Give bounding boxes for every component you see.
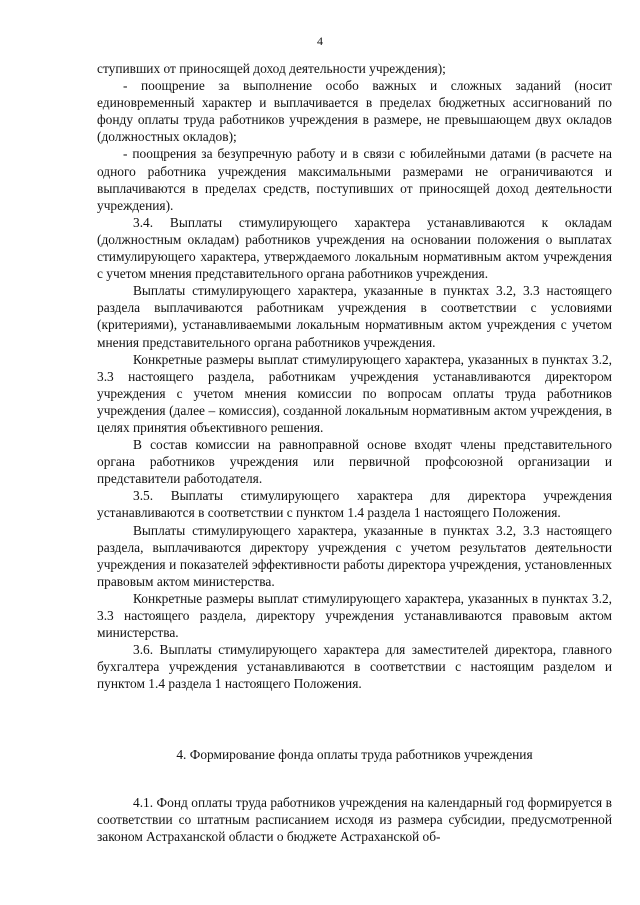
paragraph-3-6: 3.6. Выплаты стимулирующего характера для заместителей директора, главного бухгалтера учреждения устанавливаются в соответствии с настоящим разделом и пунктом 1.4 раздела 1 настоящего Положения. <box>97 642 612 692</box>
paragraph-3-5: 3.5. Выплаты стимулирующего характера для директора учреждения устанавливаются в соответствии с пунктом 1.4 раздела 1 настоящего Положения. <box>97 488 612 521</box>
paragraph-bonus-important-tasks: - поощрение за выполнение особо важных и сложных заданий (носит единовременный характер и выплачивается в пределах бюджетных ассигнований по фонду оплаты труда работников учреждения в размере, не превышающем двух окладов (должностных окладов); <box>97 78 612 145</box>
paragraph-4-1: 4.1. Фонд оплаты труда работников учреждения на календарный год формируется в соответствии со штатным расписанием исходя из размера субсидии, предусмотренной законом Астраханской области о бюджете Астраханской об- <box>97 795 612 845</box>
section-3-text <box>97 60 612 692</box>
paragraph-commission: В состав комиссии на равноправной основе входят члены представительного органа работников учреждения или первичной профсоюзной организации и представители работодателя. <box>97 437 612 487</box>
paragraph-director-amounts: Конкретные размеры выплат стимулирующего характера, указанных в пунктах 3.2, 3.3 настоящего раздела, директору учреждения устанавливаются правовым актом министерства. <box>97 590 612 641</box>
paragraph-continuation: ступивших от приносящей доход деятельности учреждения); <box>97 61 446 76</box>
paragraph-specific-amounts: Конкретные размеры выплат стимулирующего характера, указанных в пунктах 3.2, 3.3 настоящего раздела, работникам учреждения устанавливаются директором учреждения с учетом мнения комиссии по вопросам оплаты труда работников учреждения (далее – комиссия), созданной локальным нормативным актом учреждения, в целях принятия объективного решения. <box>97 351 612 435</box>
paragraph-bonus-impeccable-work: - поощрения за безупречную работу и в связи с юбилейными датами (в расчете на одного работника учреждения максимальными размерами не ограничиваются и выплачиваются в пределах средств, поступивших от приносящей доход деятельности учреждения). <box>97 146 612 213</box>
section-4-text <box>97 794 612 845</box>
section-4-title: 4. Формирование фонда оплаты труда работников учреждения <box>176 747 533 762</box>
page-number: 4 <box>317 34 323 48</box>
paragraph-director-payments: Выплаты стимулирующего характера, указанные в пунктах 3.2, 3.3 настоящего раздела, выплачиваются директору учреждения с учетом результатов деятельности учреждения и показателей эффективности работы директора учреждения, установленных правовым актом министерства. <box>97 522 612 589</box>
paragraph-3-4: 3.4. Выплаты стимулирующего характера устанавливаются к окладам (должностным окладам) работников учреждения на основании положения о выплатах стимулирующего характера, утверждаемого локальным нормативным актом учреждения с учетом мнения представительного органа работников учреждения. <box>97 214 612 282</box>
paragraph-stimulating-payments: Выплаты стимулирующего характера, указанные в пунктах 3.2, 3.3 настоящего раздела выплачиваются работникам учреждения в соответствии с условиями (критериями), устанавливаемыми локальным нормативным актом учреждения с учетом мнения представительного органа работников учреждения. <box>97 283 612 350</box>
